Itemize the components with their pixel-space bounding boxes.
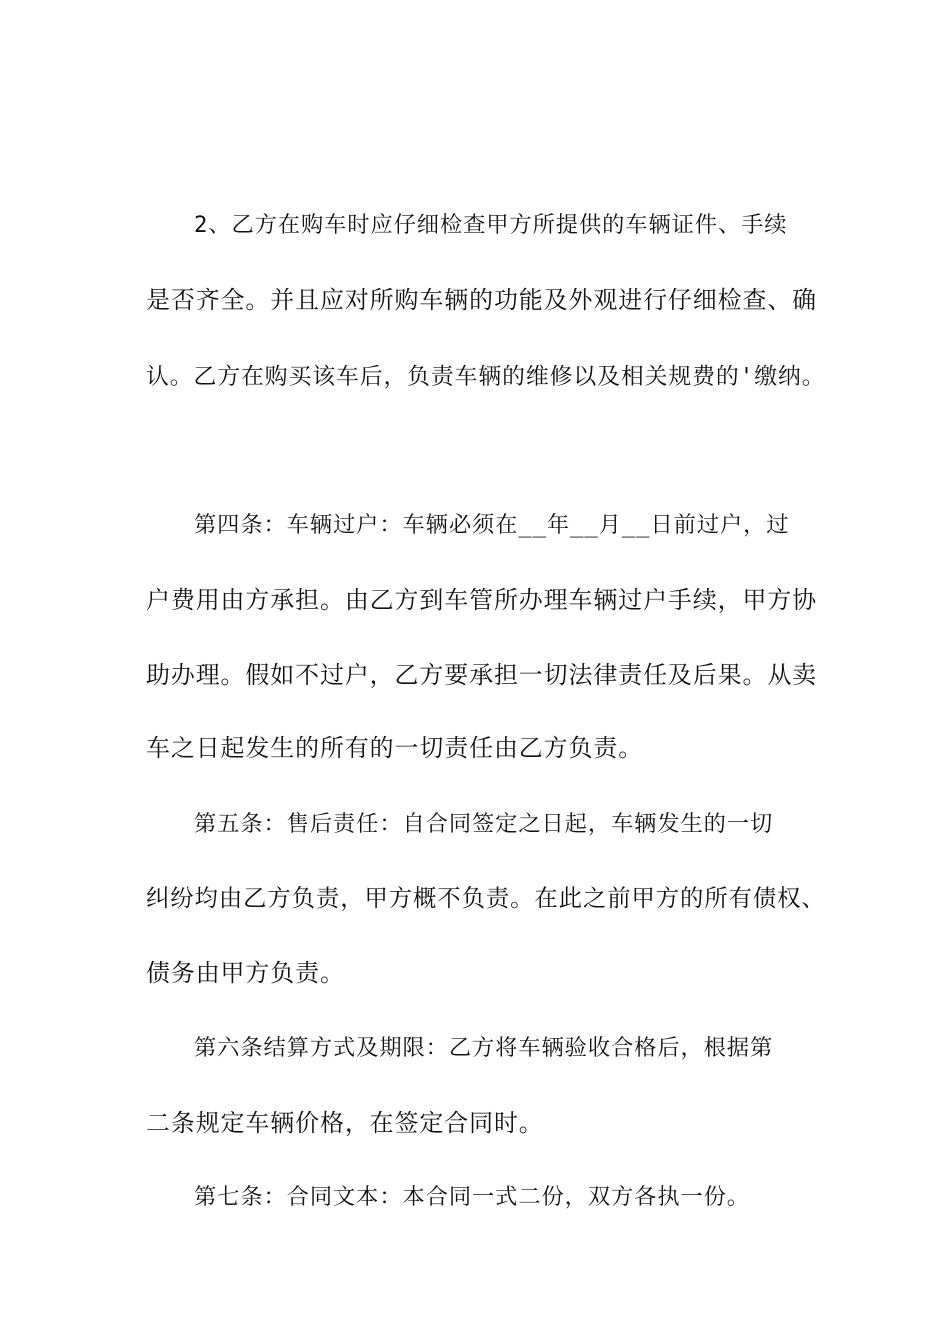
clause-5-line-2: 纠纷均由乙方负责，甲方概不负责。在此之前甲方的所有债权、 (146, 884, 826, 912)
clause-4-line-4: 车之日起发生的所有的一切责任由乙方负责。 (146, 734, 644, 762)
clause-4-line-2: 户费用由方承担。由乙方到车管所办理车辆过户手续，甲方协 (146, 586, 818, 614)
clause-3-item-2-line-1: 2、乙方在购车时应仔细检查甲方所提供的车辆证件、手续 (194, 212, 788, 238)
clause-4-line-1: 第四条：车辆过户：车辆必须在__年__月__日前过户，过 (194, 512, 790, 538)
clause-6-line-2: 二条规定车辆价格，在签定合同时。 (146, 1109, 544, 1137)
clause-6-line-1: 第六条结算方式及期限：乙方将车辆验收合格后，根据第 (194, 1035, 774, 1061)
clause-3-item-2-line-3: 认。乙方在购买该车后，负责车辆的维修以及相关规费的'缴纳。 (146, 364, 826, 390)
clause-4-line-3: 助办理。假如不过户，乙方要承担一切法律责任及后果。从卖 (146, 661, 818, 689)
clause-5-line-1: 第五条：售后责任：自合同签定之日起，车辆发生的一切 (194, 811, 774, 837)
clause-3-item-2-line-2: 是否齐全。并且应对所购车辆的功能及外观进行仔细检查、确 (146, 286, 818, 314)
clause-5-line-3: 债务由甲方负责。 (146, 959, 345, 987)
clause-7-line-1: 第七条：合同文本：本合同一式二份，双方各执一份。 (194, 1184, 750, 1210)
